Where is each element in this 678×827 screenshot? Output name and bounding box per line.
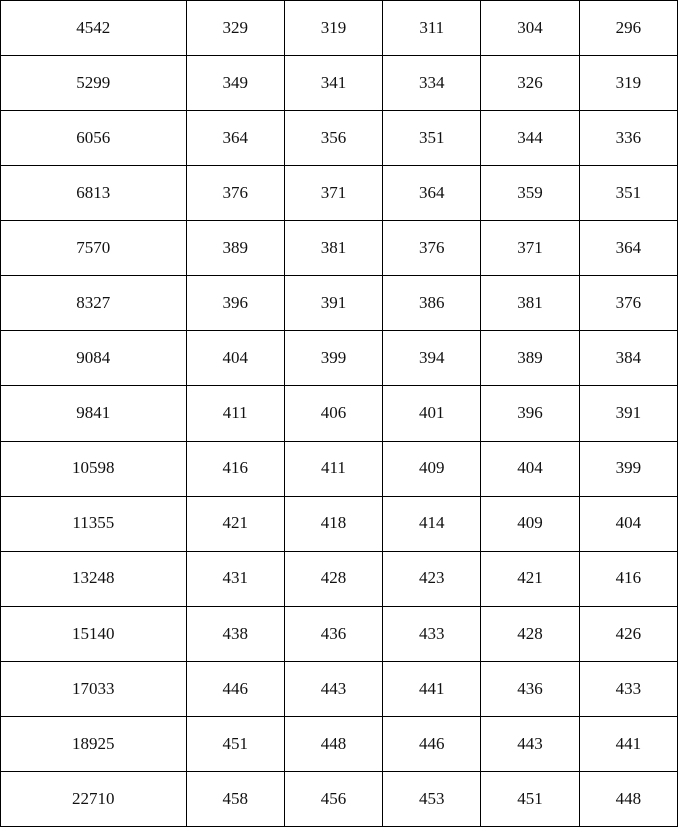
table-cell: 446 — [383, 716, 481, 771]
table-cell: 411 — [284, 441, 382, 496]
table-cell: 6813 — [1, 166, 187, 221]
table-row — [1, 496, 678, 551]
table-cell: 433 — [579, 661, 677, 716]
table-row — [1, 276, 678, 331]
table-row — [1, 441, 678, 496]
table-cell: 404 — [579, 496, 677, 551]
table-cell: 389 — [481, 331, 579, 386]
table-cell: 409 — [481, 496, 579, 551]
table-cell: 336 — [579, 111, 677, 166]
table-cell: 391 — [579, 386, 677, 441]
table-cell: 441 — [579, 716, 677, 771]
table-cell: 351 — [579, 166, 677, 221]
table-cell: 448 — [579, 771, 677, 826]
table-cell: 344 — [481, 111, 579, 166]
table-row — [1, 221, 678, 276]
table-cell: 304 — [481, 1, 579, 56]
table-cell: 409 — [383, 441, 481, 496]
table-cell: 428 — [284, 551, 382, 606]
table-cell: 6056 — [1, 111, 187, 166]
table-cell: 334 — [383, 56, 481, 111]
table-cell: 9841 — [1, 386, 187, 441]
table-cell: 421 — [481, 551, 579, 606]
table-cell: 4542 — [1, 1, 187, 56]
table-cell: 356 — [284, 111, 382, 166]
table-cell: 13248 — [1, 551, 187, 606]
table-cell: 329 — [186, 1, 284, 56]
table-cell: 9084 — [1, 331, 187, 386]
table-cell: 386 — [383, 276, 481, 331]
table-row — [1, 716, 678, 771]
table-cell: 5299 — [1, 56, 187, 111]
table-cell: 364 — [186, 111, 284, 166]
table-row — [1, 606, 678, 661]
table-cell: 448 — [284, 716, 382, 771]
table-cell: 15140 — [1, 606, 187, 661]
table-cell: 443 — [481, 716, 579, 771]
table-cell: 17033 — [1, 661, 187, 716]
table-cell: 11355 — [1, 496, 187, 551]
table-cell: 381 — [481, 276, 579, 331]
table-cell: 376 — [579, 276, 677, 331]
table-cell: 376 — [186, 166, 284, 221]
table-cell: 399 — [579, 441, 677, 496]
table-cell: 433 — [383, 606, 481, 661]
table-cell: 319 — [579, 56, 677, 111]
table-row — [1, 56, 678, 111]
table-row — [1, 111, 678, 166]
table-cell: 8327 — [1, 276, 187, 331]
table-cell: 443 — [284, 661, 382, 716]
table-row — [1, 331, 678, 386]
table-cell: 319 — [284, 1, 382, 56]
table-cell: 326 — [481, 56, 579, 111]
table-cell: 436 — [481, 661, 579, 716]
table-cell: 451 — [481, 771, 579, 826]
table-cell: 351 — [383, 111, 481, 166]
table-cell: 341 — [284, 56, 382, 111]
table-cell: 394 — [383, 331, 481, 386]
table-cell: 396 — [481, 386, 579, 441]
table-cell: 423 — [383, 551, 481, 606]
table-cell: 458 — [186, 771, 284, 826]
table-cell: 436 — [284, 606, 382, 661]
table-cell: 418 — [284, 496, 382, 551]
table-cell: 391 — [284, 276, 382, 331]
table-cell: 401 — [383, 386, 481, 441]
table-cell: 364 — [383, 166, 481, 221]
table-row — [1, 166, 678, 221]
table-cell: 431 — [186, 551, 284, 606]
table-cell: 359 — [481, 166, 579, 221]
table-cell: 396 — [186, 276, 284, 331]
table-cell: 371 — [481, 221, 579, 276]
table-cell: 428 — [481, 606, 579, 661]
table-cell: 416 — [579, 551, 677, 606]
table-cell: 371 — [284, 166, 382, 221]
table-cell: 426 — [579, 606, 677, 661]
table-cell: 404 — [186, 331, 284, 386]
table-cell: 446 — [186, 661, 284, 716]
table-cell: 311 — [383, 1, 481, 56]
table-cell: 411 — [186, 386, 284, 441]
table-cell: 10598 — [1, 441, 187, 496]
table-cell: 389 — [186, 221, 284, 276]
table-cell: 456 — [284, 771, 382, 826]
table-cell: 441 — [383, 661, 481, 716]
table-row — [1, 551, 678, 606]
table-body — [1, 1, 678, 827]
table-cell: 18925 — [1, 716, 187, 771]
table-cell: 381 — [284, 221, 382, 276]
table-row — [1, 1, 678, 56]
table-row — [1, 661, 678, 716]
table-cell: 296 — [579, 1, 677, 56]
table-cell: 384 — [579, 331, 677, 386]
table-row — [1, 771, 678, 826]
table-cell: 414 — [383, 496, 481, 551]
table-cell: 406 — [284, 386, 382, 441]
table-cell: 7570 — [1, 221, 187, 276]
table-cell: 416 — [186, 441, 284, 496]
table-cell: 421 — [186, 496, 284, 551]
table-cell: 349 — [186, 56, 284, 111]
table-cell: 453 — [383, 771, 481, 826]
table-cell: 22710 — [1, 771, 187, 826]
table-cell: 404 — [481, 441, 579, 496]
table-cell: 376 — [383, 221, 481, 276]
table-cell: 364 — [579, 221, 677, 276]
table-cell: 399 — [284, 331, 382, 386]
table-row — [1, 386, 678, 441]
table-cell: 438 — [186, 606, 284, 661]
table-cell: 451 — [186, 716, 284, 771]
